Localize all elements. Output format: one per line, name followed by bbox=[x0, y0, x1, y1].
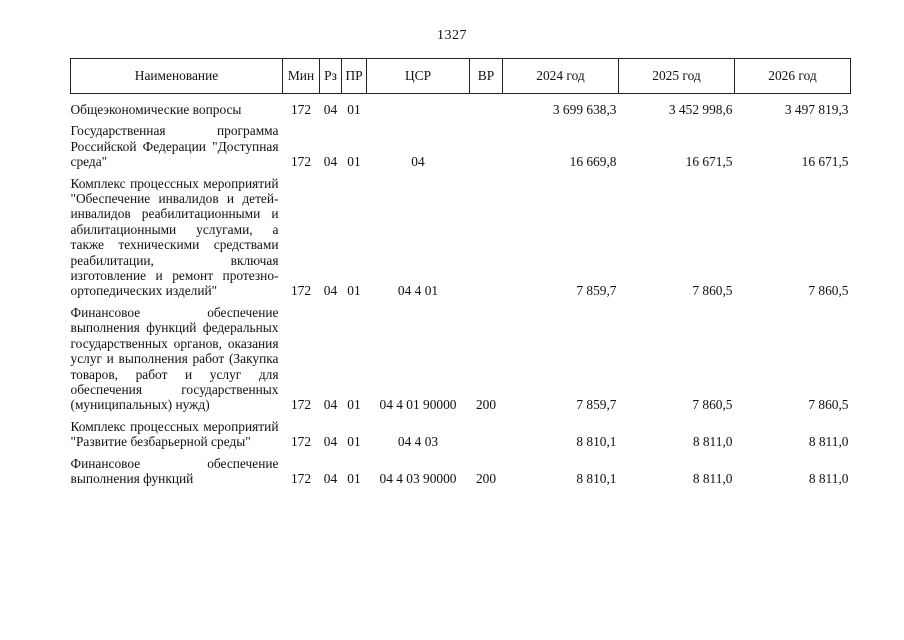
row-rz: 04 bbox=[323, 397, 338, 413]
row-value-2026: 8 811,0 bbox=[808, 470, 849, 486]
row-pr: 01 bbox=[347, 102, 361, 117]
row-vr bbox=[470, 413, 503, 450]
row-vr bbox=[470, 94, 503, 118]
row-rz: 04 bbox=[323, 283, 338, 299]
row-min: 172 bbox=[290, 102, 312, 117]
row-vr: 200 bbox=[475, 397, 497, 413]
row-min: 172 bbox=[290, 470, 312, 486]
row-vr: 200 bbox=[475, 470, 497, 486]
row-value-2025: 16 671,5 bbox=[685, 154, 733, 170]
row-value-2024: 7 859,7 bbox=[576, 397, 617, 413]
budget-table bbox=[70, 58, 851, 486]
table-row bbox=[71, 413, 851, 450]
row-csr: 04 4 01 bbox=[397, 283, 439, 299]
row-pr: 01 bbox=[347, 283, 361, 299]
row-value-2024: 8 810,1 bbox=[576, 434, 617, 450]
row-vr bbox=[470, 170, 503, 299]
row-value-2026: 3 497 819,3 bbox=[784, 102, 849, 117]
row-name: Комплекс процессных мероприятий "Обеспечение инвалидов и детей-инвалидов реабилитационными и абилитационными услугами, а также техническими средствами реабилитации, включая изготовление и ремонт протезно-ортопедических изделий" bbox=[70, 175, 279, 299]
header-vr: ВР bbox=[470, 59, 503, 94]
row-csr bbox=[367, 94, 470, 118]
row-min: 172 bbox=[290, 397, 312, 413]
row-value-2026: 8 811,0 bbox=[808, 434, 849, 450]
page-number: 1327 bbox=[437, 28, 467, 43]
row-csr: 04 4 03 90000 bbox=[379, 470, 457, 486]
row-rz: 04 bbox=[323, 434, 338, 450]
row-pr: 01 bbox=[347, 397, 361, 413]
table-header bbox=[71, 59, 851, 94]
row-name: Финансовое обеспечение выполнения функций федеральных государственных органов, оказания услуг и выполнения работ (Закупка товаров, работ и услуг для обеспечения государственных (муниципальных) нужд) bbox=[70, 304, 279, 413]
row-pr: 01 bbox=[347, 434, 361, 450]
row-name: Государственная программа Российской Федерации "Доступная среда" bbox=[70, 123, 279, 170]
row-rz: 04 bbox=[323, 102, 338, 117]
row-csr: 04 bbox=[411, 154, 425, 170]
row-vr bbox=[470, 117, 503, 169]
table-row bbox=[71, 117, 851, 169]
row-rz: 04 bbox=[323, 154, 338, 170]
row-value-2025: 8 811,0 bbox=[692, 470, 733, 486]
header-name: Наименование bbox=[71, 59, 283, 94]
table-row bbox=[71, 170, 851, 299]
row-rz: 04 bbox=[323, 470, 338, 486]
row-pr: 01 bbox=[347, 470, 361, 486]
row-name: Финансовое обеспечение выполнения функций bbox=[70, 455, 279, 486]
row-value-2024: 16 669,8 bbox=[569, 154, 617, 170]
table-row bbox=[71, 94, 851, 118]
header-min: Мин bbox=[283, 59, 320, 94]
row-value-2024: 3 699 638,3 bbox=[552, 102, 617, 117]
header-year-2025: 2025 год bbox=[619, 59, 735, 94]
row-value-2026: 16 671,5 bbox=[801, 154, 849, 170]
row-name: Общеэкономические вопросы bbox=[70, 102, 242, 117]
row-csr: 04 4 03 bbox=[397, 434, 439, 450]
header-year-2026: 2026 год bbox=[735, 59, 851, 94]
row-value-2025: 7 860,5 bbox=[692, 397, 733, 413]
row-value-2024: 8 810,1 bbox=[576, 470, 617, 486]
row-value-2025: 3 452 998,6 bbox=[668, 102, 733, 117]
row-pr: 01 bbox=[347, 154, 361, 170]
table-body bbox=[71, 94, 851, 487]
header-pr: ПР bbox=[342, 59, 367, 94]
row-value-2026: 7 860,5 bbox=[808, 283, 849, 299]
header-year-2024: 2024 год bbox=[503, 59, 619, 94]
header-csr: ЦСР bbox=[367, 59, 470, 94]
row-csr: 04 4 01 90000 bbox=[379, 397, 457, 413]
row-value-2025: 8 811,0 bbox=[692, 434, 733, 450]
row-min: 172 bbox=[290, 154, 312, 170]
table-row bbox=[71, 299, 851, 413]
row-value-2024: 7 859,7 bbox=[576, 283, 617, 299]
row-value-2025: 7 860,5 bbox=[692, 283, 733, 299]
row-value-2026: 7 860,5 bbox=[808, 397, 849, 413]
header-rz: Рз bbox=[320, 59, 342, 94]
row-name: Комплекс процессных мероприятий "Развитие безбарьерной среды" bbox=[70, 418, 279, 450]
row-min: 172 bbox=[290, 283, 312, 299]
row-min: 172 bbox=[290, 434, 312, 450]
table-row bbox=[71, 450, 851, 487]
